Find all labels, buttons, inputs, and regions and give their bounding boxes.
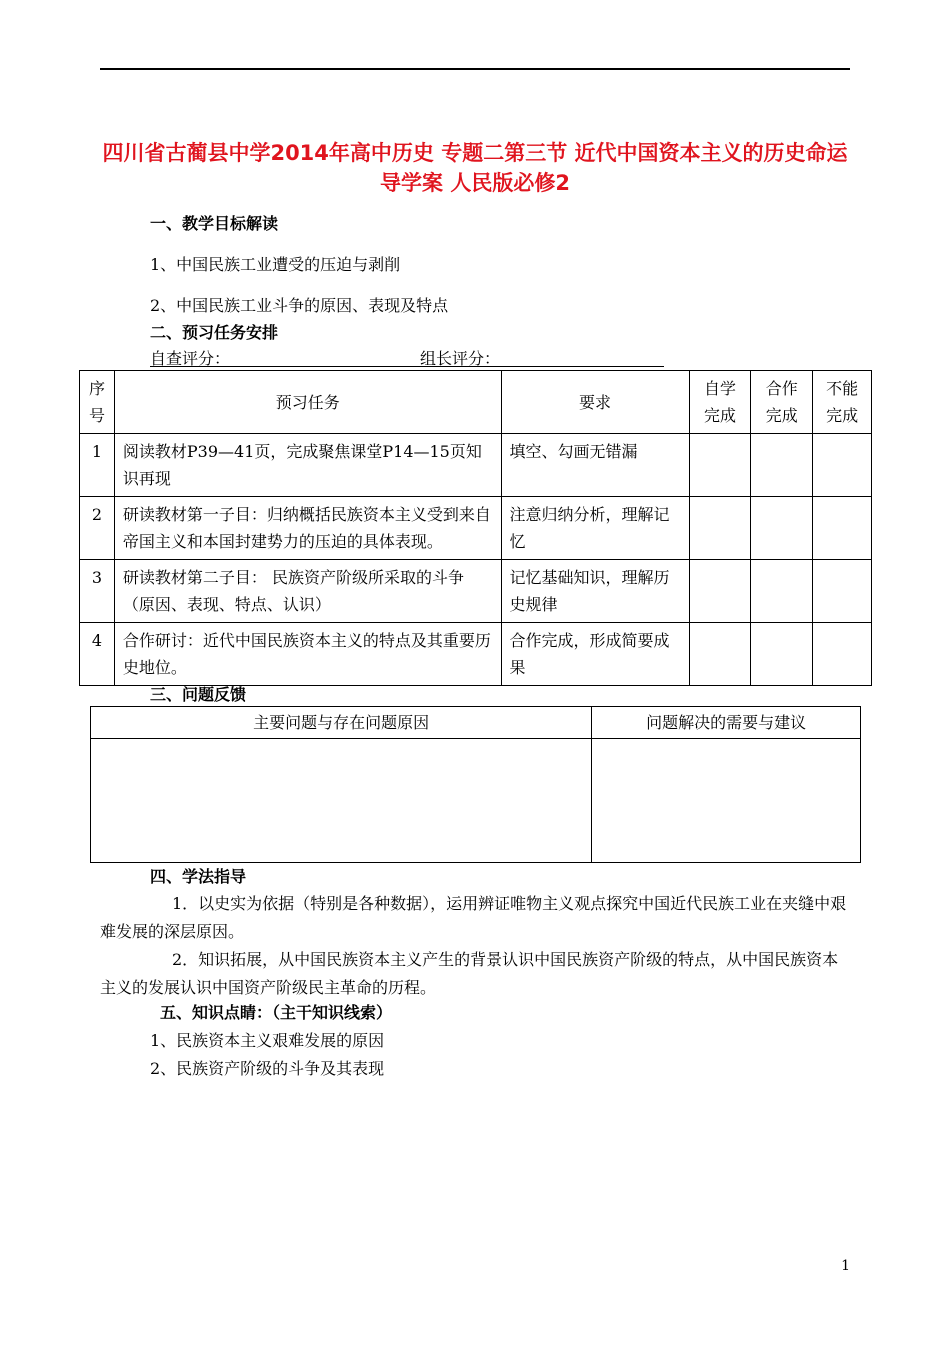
section1-item-1: 1、中国民族工业遭受的压迫与剥削 xyxy=(150,255,401,274)
cannot-complete-cell[interactable] xyxy=(813,623,872,686)
row-no: 4 xyxy=(80,623,115,686)
section4-paragraph-2: 2．知识拓展，从中国民族资本主义产生的背景认识中国民族资产阶级的特点，从中国民族资本主义的发展认识中国资产阶级民主革命的历程。 xyxy=(100,950,839,997)
header-no: 序号 xyxy=(80,371,115,434)
row-requirement: 记忆基础知识，理解历史规律 xyxy=(501,560,689,623)
self-complete-cell[interactable] xyxy=(689,560,751,623)
row-no: 1 xyxy=(80,434,115,497)
row-task: 研读教材第一子目：归纳概括民族资本主义受到来自帝国主义和本国封建势力的压迫的具体表现。 xyxy=(114,497,501,560)
document-title: 四川省古蔺县中学2014年高中历史 专题二第三节 近代中国资本主义的历史命运导学案 人民版必修2 xyxy=(102,141,848,195)
cannot-complete-cell[interactable] xyxy=(813,497,872,560)
table-row xyxy=(80,434,872,497)
section3-heading: 三、问题反馈 xyxy=(150,685,247,704)
preview-task-table xyxy=(79,370,872,686)
self-complete-cell[interactable] xyxy=(689,434,751,497)
section5-item-1: 1、民族资本主义艰难发展的原因 xyxy=(150,1031,385,1050)
row-task: 研读教材第二子目： 民族资产阶级所采取的斗争（原因、表现、特点、认识） xyxy=(114,560,501,623)
header-task: 预习任务 xyxy=(114,371,501,434)
header-cannot-complete: 不能完成 xyxy=(813,371,872,434)
page-number: 1 xyxy=(841,1258,850,1274)
feedback-input-row xyxy=(91,739,861,863)
coop-complete-cell[interactable] xyxy=(751,434,813,497)
score-line xyxy=(150,346,664,367)
section1-item-2: 2、中国民族工业斗争的原因、表现及特点 xyxy=(150,296,449,315)
section4-heading: 四、学法指导 xyxy=(150,867,247,886)
self-complete-cell[interactable] xyxy=(689,497,751,560)
feedback-col-suggestions: 问题解决的需要与建议 xyxy=(592,707,861,739)
leader-score-label: 组长评分： xyxy=(420,349,501,368)
header-coop-complete: 合作完成 xyxy=(751,371,813,434)
cannot-complete-cell[interactable] xyxy=(813,434,872,497)
feedback-header-row xyxy=(91,707,861,739)
cannot-complete-cell[interactable] xyxy=(813,560,872,623)
row-requirement: 填空、勾画无错漏 xyxy=(501,434,689,497)
self-complete-cell[interactable] xyxy=(689,623,751,686)
section2-heading: 二、预习任务安排 xyxy=(150,323,279,342)
table-row xyxy=(80,560,872,623)
section5-item-2: 2、民族资产阶级的斗争及其表现 xyxy=(150,1059,385,1078)
feedback-col-problems: 主要问题与存在问题原因 xyxy=(91,707,592,739)
table-header-row xyxy=(80,371,872,434)
leader-score-field xyxy=(420,346,664,367)
table-row xyxy=(80,497,872,560)
header-requirement: 要求 xyxy=(501,371,689,434)
row-no: 3 xyxy=(80,560,115,623)
coop-complete-cell[interactable] xyxy=(751,623,813,686)
row-requirement: 合作完成，形成简要成果 xyxy=(501,623,689,686)
coop-complete-cell[interactable] xyxy=(751,497,813,560)
row-no: 2 xyxy=(80,497,115,560)
section5-heading: 五、知识点睛：（主干知识线索） xyxy=(160,1003,393,1022)
section4-paragraph-1: 1．以史实为依据（特别是各种数据），运用辨证唯物主义观点探究中国近代民族工业在夹缝中艰难发展的深层原因。 xyxy=(100,894,847,941)
table-row xyxy=(80,623,872,686)
header-rule xyxy=(100,68,850,70)
problems-input-area[interactable] xyxy=(91,739,592,863)
row-requirement: 注意归纳分析，理解记忆 xyxy=(501,497,689,560)
coop-complete-cell[interactable] xyxy=(751,560,813,623)
suggestions-input-area[interactable] xyxy=(592,739,861,863)
section1-heading: 一、教学目标解读 xyxy=(150,214,279,233)
row-task: 阅读教材P39—41页，完成聚焦课堂P14—15页知识再现 xyxy=(114,434,501,497)
row-task: 合作研讨：近代中国民族资本主义的特点及其重要历史地位。 xyxy=(114,623,501,686)
feedback-table xyxy=(90,706,861,863)
self-score-label: 自查评分： xyxy=(150,349,231,368)
header-self-complete: 自学完成 xyxy=(689,371,751,434)
self-score-field xyxy=(150,346,420,367)
